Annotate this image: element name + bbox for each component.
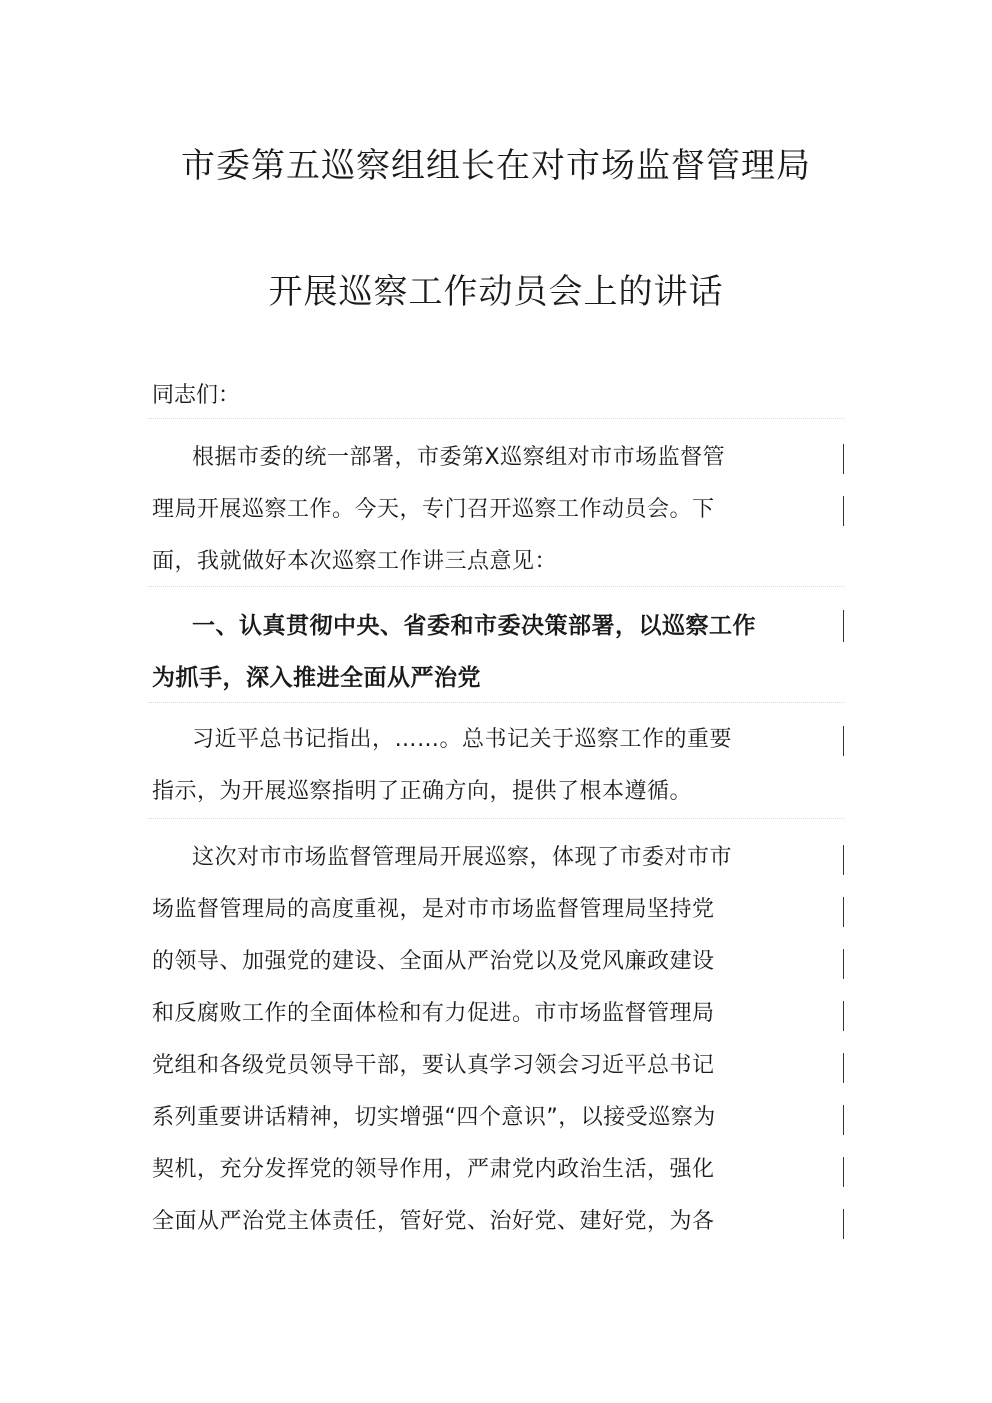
paragraph-2 [152, 714, 842, 818]
margin-marker [843, 845, 844, 875]
paragraph-3 [152, 832, 842, 1248]
margin-marker [843, 610, 844, 642]
margin-marker [843, 1001, 844, 1031]
margin-marker [843, 496, 844, 526]
paragraph-line: 的领导、加强党的建设、全面从严治党以及党风廉政建设 [152, 949, 715, 974]
paragraph-line: 系列重要讲话精神，切实增强“四个意识”，以接受巡察为 [152, 1105, 716, 1130]
paragraph-line: 和反腐败工作的全面体检和有力促进。市市场监督管理局 [152, 1001, 715, 1026]
heading-line: 一、认真贯彻中央、省委和市委决策部署，以巡察工作 [192, 613, 756, 639]
margin-marker [843, 1209, 844, 1239]
salutation: 同志们： [152, 383, 241, 408]
margin-marker [843, 726, 844, 756]
document-title-line-1: 市委第五巡察组组长在对市场监督管理局 [181, 146, 811, 186]
divider [148, 702, 844, 703]
paragraph-line: 面，我就做好本次巡察工作讲三点意见： [152, 549, 558, 574]
paragraph-line: 指示，为开展巡察指明了正确方向，提供了根本遵循。 [152, 779, 693, 804]
divider [148, 418, 844, 419]
margin-marker [843, 897, 844, 927]
document-title-line-2: 开展巡察工作动员会上的讲话 [268, 272, 724, 312]
section-heading-1 [152, 600, 842, 704]
margin-marker [843, 1157, 844, 1187]
margin-marker [843, 444, 844, 474]
paragraph-line: 这次对市市场监督管理局开展巡察，体现了市委对市市 [192, 845, 733, 870]
paragraph-line: 习近平总书记指出，……。总书记关于巡察工作的重要 [192, 727, 733, 752]
paragraph-line: 场监督管理局的高度重视，是对市市场监督管理局坚持党 [152, 897, 715, 922]
paragraph-line: 全面从严治党主体责任，管好党、治好党、建好党，为各 [152, 1209, 715, 1234]
paragraph-line: 契机，充分发挥党的领导作用，严肃党内政治生活，强化 [152, 1157, 715, 1182]
divider [148, 818, 844, 819]
paragraph-line: 根据市委的统一部署，市委第Ⅹ巡察组对市市场监督管 [192, 445, 726, 470]
margin-marker [843, 949, 844, 979]
divider [148, 586, 844, 587]
paragraph-1 [152, 432, 842, 588]
heading-line: 为抓手，深入推进全面从严治党 [152, 665, 481, 691]
margin-marker [843, 1053, 844, 1083]
margin-marker [843, 1105, 844, 1135]
paragraph-line: 党组和各级党员领导干部，要认真学习领会习近平总书记 [152, 1053, 715, 1078]
paragraph-line: 理局开展巡察工作。今天，专门召开巡察工作动员会。下 [152, 497, 715, 522]
